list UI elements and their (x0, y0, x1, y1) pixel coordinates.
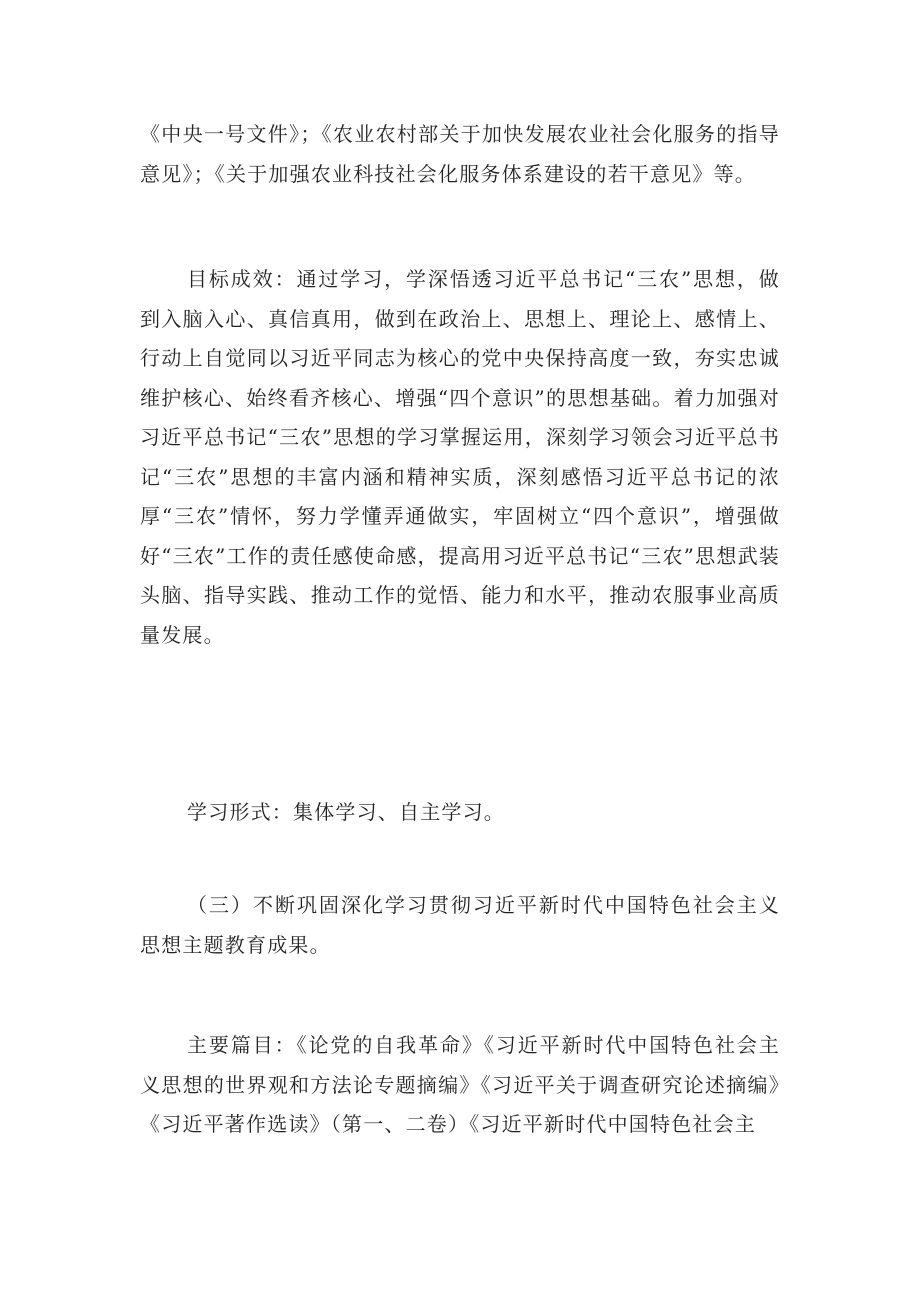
paragraph-learning-format: 学习形式：集体学习、自主学习。 (187, 800, 505, 824)
paragraph-policy-documents: 《中央一号文件》；《农业农村部关于加快发展农业社会化服务的指导意见》；《关于加强农业科技社会化服务体系建设的若干意见》等。 (140, 122, 780, 186)
paragraph-goals-outcomes: 目标成效：通过学习，学深悟透习近平总书记“三农”思想，做到入脑入心、真信真用，做到在政治上、思想上、理论上、感情上、行动上自觉同以习近平同志为核心的党中央保持高度一致，夯实忠诚维护核心、始终看齐核心、增强“四个意识”的思想基础。着力加强对习近平总书记“三农”思想的学习掌握运用，深刻学习领会习近平总书记“三农”思想的丰富内涵和精神实质，深刻感悟习近平总书记的浓厚“三农”情怀，努力学懂弄通做实，牢固树立“四个意识”，增强做好“三农”工作的责任感使命感，提高用习近平总书记“三农”思想武装头脑、指导实践、推动工作的觉悟、能力和水平，推动农服事业高质量发展。 (140, 267, 780, 647)
paragraph-section-heading: （三）不断巩固深化学习贯彻习近平新时代中国特色社会主义思想主题教育成果。 (140, 893, 780, 957)
paragraph-main-readings: 主要篇目：《论党的自我革命》《习近平新时代中国特色社会主义思想的世界观和方法论专题摘编》《习近平关于调查研究论述摘编》《习近平著作选读》（第一、二卷）《习近平新时代中国特色社会主 (140, 1033, 780, 1136)
